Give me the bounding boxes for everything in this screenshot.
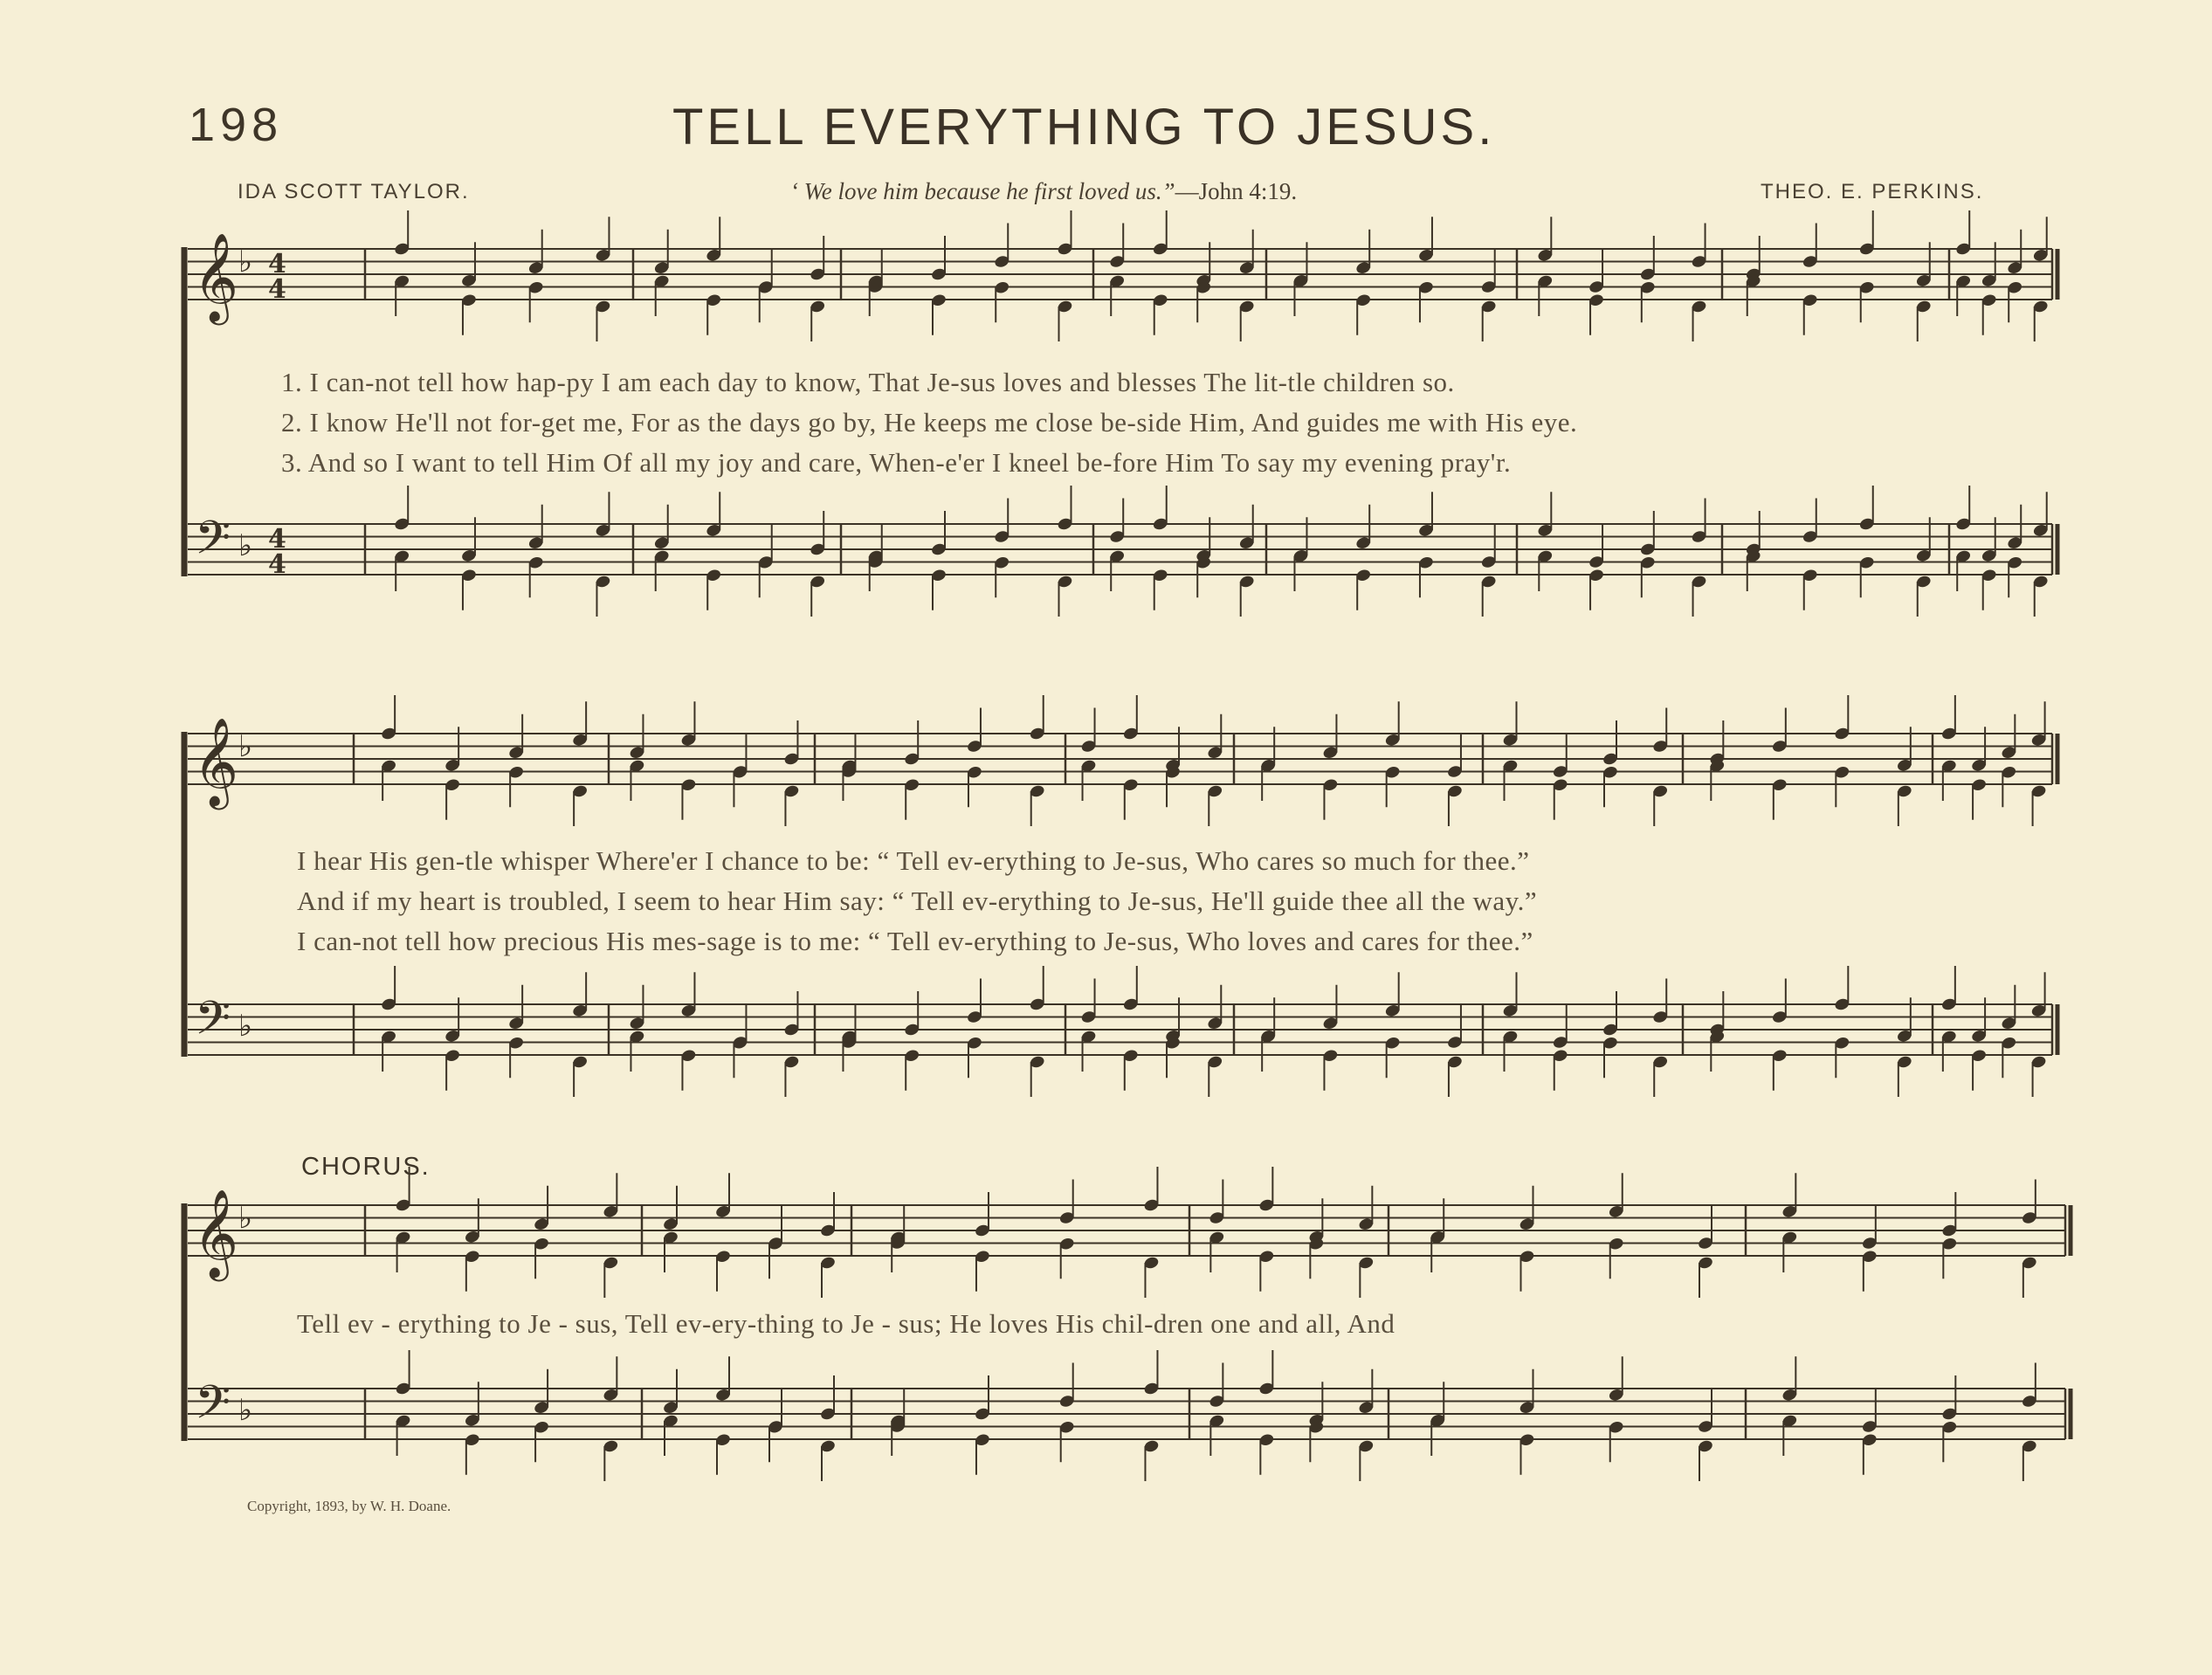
flat-sign-icon: ♭ [238,245,253,279]
flat-sign-icon: ♭ [238,528,253,563]
flat-sign-icon: ♭ [238,729,253,764]
bass-clef-icon: 𝄢 [195,992,231,1057]
time-signature-digit: 4 [268,249,286,279]
scripture-quote: ‘ We love him because he first loved us.” [790,178,1175,204]
page-number: 198 [189,99,284,151]
hymn-title: TELL EVERYTHING TO JESUS. [672,99,1496,155]
treble-clef-icon: 𝄞 [193,716,239,806]
treble-clef-icon: 𝄞 [193,231,239,321]
lyricist-credit: IDA SCOTT TAYLOR. [238,180,470,203]
time-signature-digit: 4 [268,549,286,580]
copyright-notice: Copyright, 1893, by W. H. Doane. [247,1498,451,1514]
verse-3-line-2: I can-not tell how precious His mes-sage is to me: “ Tell ev-erything to Je-sus, Who loves and cares for thee.” [297,926,1533,956]
bass-clef-icon: 𝄢 [195,512,231,576]
verse-1-line-2: I hear His gen-tle whisper Where'er I chance to be: “ Tell ev-erything to Je-sus, Who cares so much for thee.” [297,845,1530,876]
verse-3-line-1: 3. And so I want to tell Him Of all my joy and care, When-e'er I kneel be-fore Him To say my evening pray'r. [281,447,1512,478]
bass-clef-icon: 𝄢 [195,1376,231,1441]
flat-sign-icon: ♭ [238,1201,253,1236]
verse-1-line-1: 1. I can-not tell how hap-py I am each day to know, That Je-sus loves and blesses The lit-tle children so. [281,367,1455,397]
treble-clef-icon: 𝄞 [193,1188,239,1278]
verse-2-line-1: 2. I know He'll not for-get me, For as the days go by, He keeps me close be-side Him, And guides me with His eye. [281,407,1578,438]
flat-sign-icon: ♭ [238,1393,253,1428]
verse-2-line-2: And if my heart is troubled, I seem to hear Him say: “ Tell ev-erything to Je-sus, He'll guide thee all the way.” [297,886,1538,916]
chorus-label: CHORUS. [301,1153,431,1181]
time-signature-digit: 4 [268,524,286,555]
flat-sign-icon: ♭ [238,1009,253,1044]
scripture-citation: —John 4:19. [1175,178,1298,204]
composer-credit: THEO. E. PERKINS. [1761,180,1984,203]
chorus-lyric: Tell ev - erything to Je - sus, Tell ev-ery-thing to Je - sus; He loves His chil-dren one and all, And [297,1308,1395,1339]
time-signature-digit: 4 [268,274,286,305]
